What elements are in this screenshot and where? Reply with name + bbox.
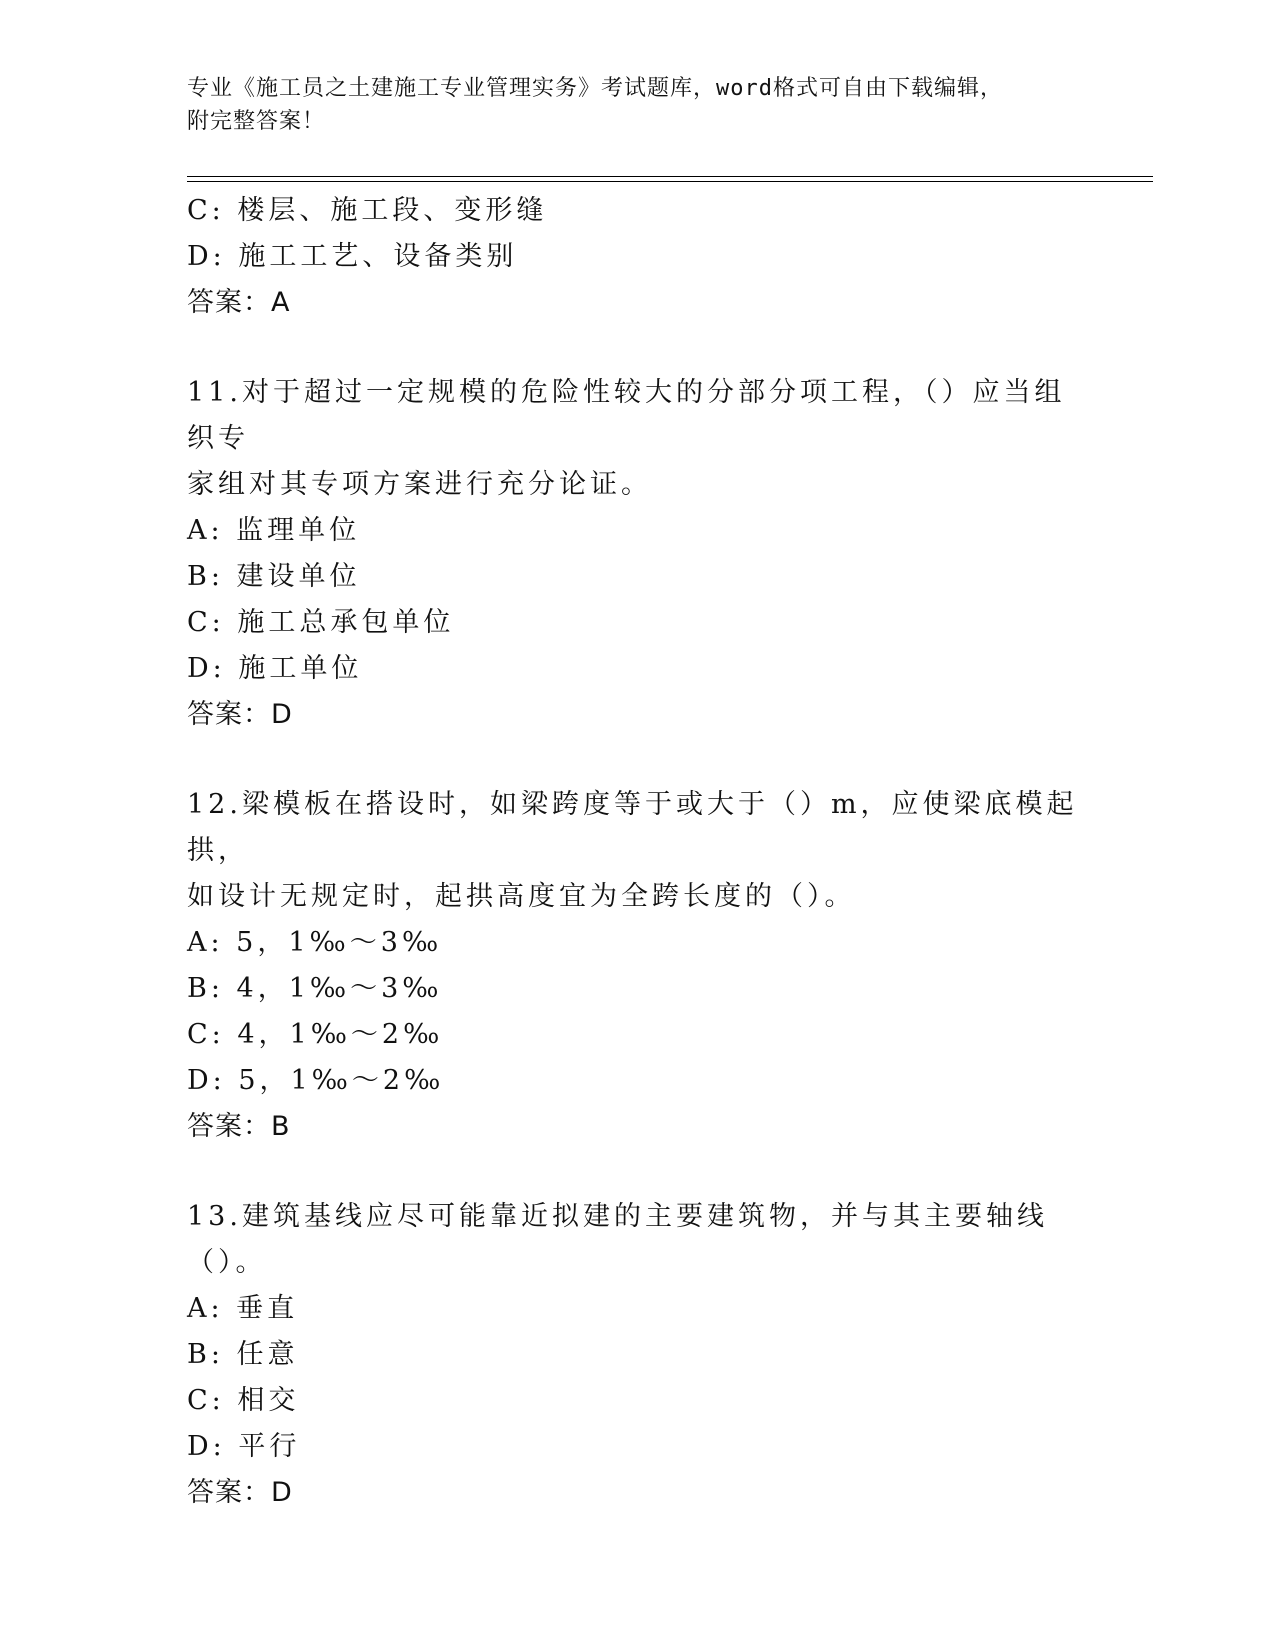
option-a: A: 监理单位 — [187, 515, 361, 546]
question-stem-line-2: 家组对其专项方案进行充分论证。 — [187, 469, 652, 500]
document-header — [187, 72, 1087, 138]
question-stem — [187, 782, 1087, 920]
question-stem — [187, 1194, 1087, 1286]
question-block-11 — [187, 370, 1147, 738]
question-block-10 — [187, 188, 1147, 326]
question-stem — [187, 370, 1087, 508]
option-d: D: 施工单位 — [187, 653, 363, 684]
question-block-12 — [187, 782, 1147, 1150]
question-stem-line-1: 12.梁模板在搭设时，如梁跨度等于或大于（）m，应使梁底模起拱， — [187, 789, 1078, 866]
option-c: C: 4，1‰～2‰ — [187, 1019, 444, 1050]
option-c: C: 相交 — [187, 1385, 300, 1416]
question-stem-line-1: 11.对于超过一定规模的危险性较大的分部分项工程，（）应当组织专 — [187, 377, 1066, 454]
option-b: B: 4，1‰～3‰ — [187, 973, 443, 1004]
question-block-13 — [187, 1194, 1147, 1516]
option-d: D: 5，1‰～2‰ — [187, 1065, 445, 1096]
header-line-1: 专业《施工员之土建施工专业管理实务》考试题库，word格式可自由下载编辑， — [187, 76, 1003, 101]
option-c: C: 施工总承包单位 — [187, 607, 455, 638]
option-a: A: 垂直 — [187, 1293, 299, 1324]
option-a: A: 5，1‰～3‰ — [187, 927, 443, 958]
header-line-2: 附完整答案！ — [187, 109, 326, 134]
answer-line: 答案：D — [187, 1477, 293, 1508]
option-d: D: 平行 — [187, 1431, 301, 1462]
spacer — [187, 1150, 1147, 1194]
header-divider-top — [187, 176, 1153, 177]
spacer — [187, 326, 1147, 370]
spacer — [187, 738, 1147, 782]
option-b: B: 建设单位 — [187, 561, 361, 592]
option-b: B: 任意 — [187, 1339, 299, 1370]
question-stem-line-2: 如设计无规定时，起拱高度宜为全跨长度的（）。 — [187, 881, 856, 912]
option-c: C: 楼层、施工段、变形缝 — [187, 195, 548, 226]
option-d: D: 施工工艺、设备类别 — [187, 241, 518, 272]
answer-line: 答案：A — [187, 287, 291, 318]
question-list — [187, 188, 1147, 1516]
question-stem-line-1: 13.建筑基线应尽可能靠近拟建的主要建筑物，并与其主要轴线（）。 — [187, 1201, 1048, 1278]
header-divider-bottom — [187, 181, 1153, 182]
answer-line: 答案：B — [187, 1111, 291, 1142]
answer-line: 答案：D — [187, 699, 293, 730]
